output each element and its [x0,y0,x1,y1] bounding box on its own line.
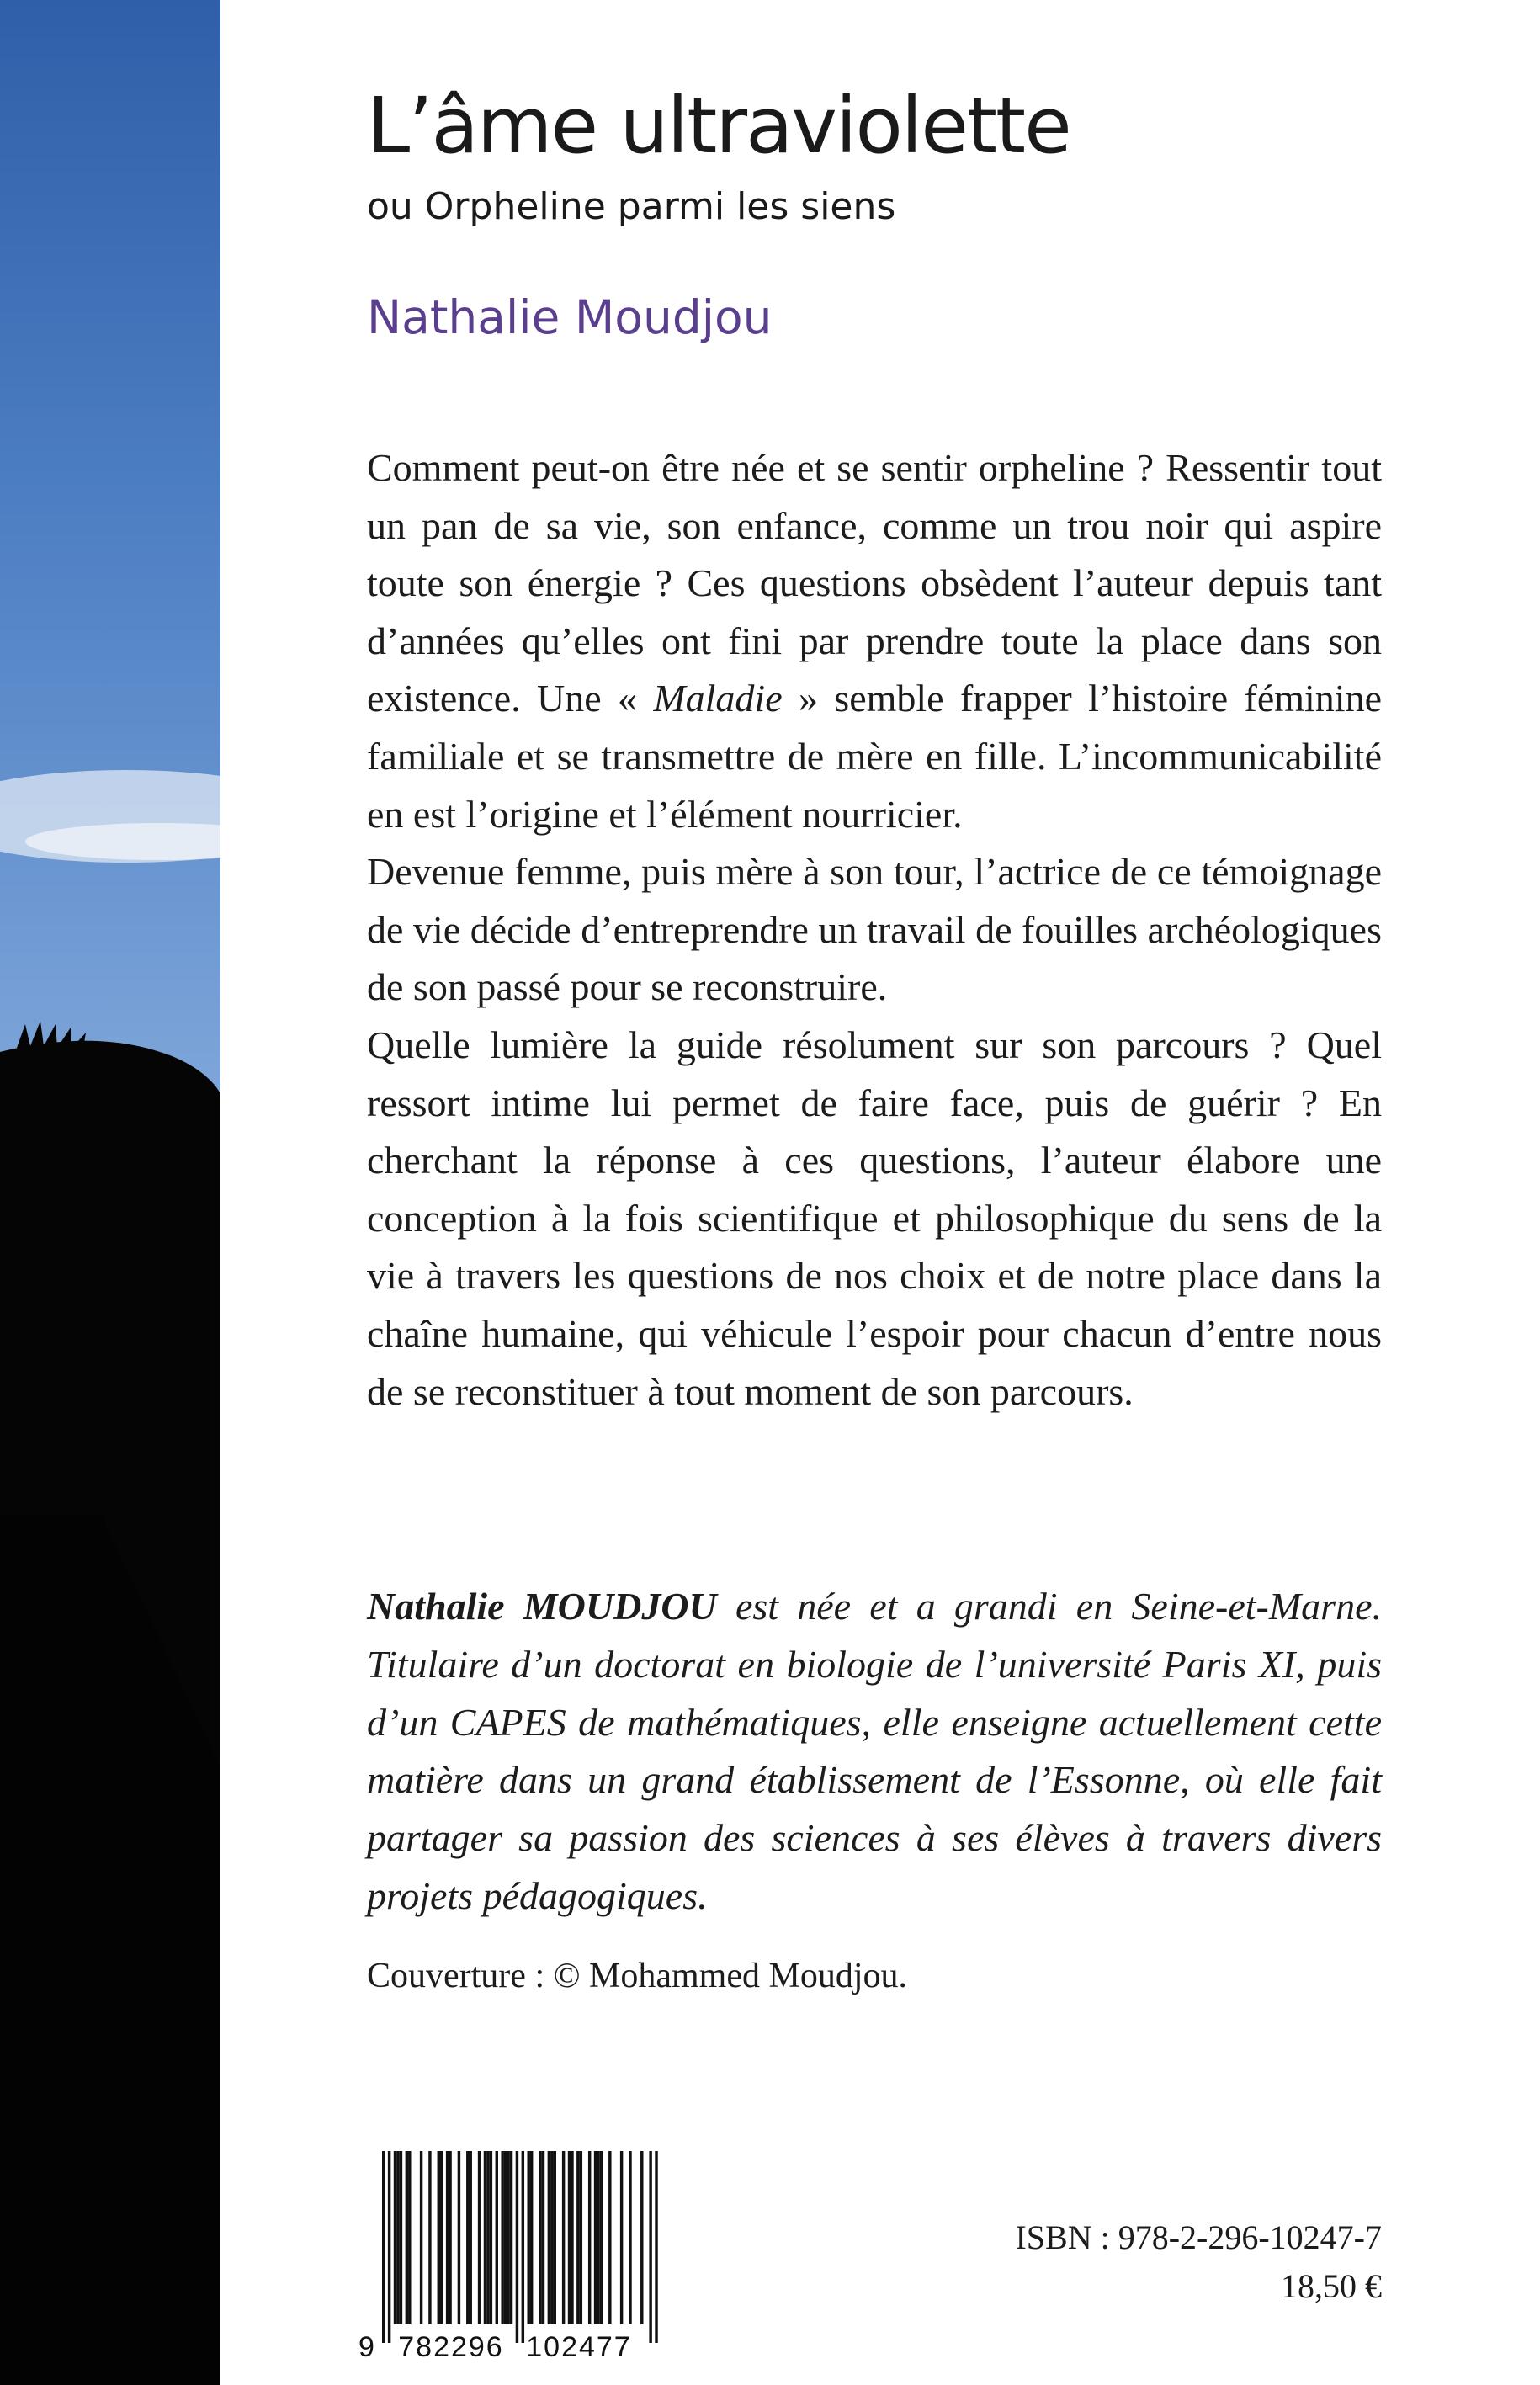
barcode-bar [620,2151,623,2324]
barcode-bar [554,2151,556,2324]
author-bio [367,1578,1382,1926]
barcode-bar [420,2151,422,2324]
barcode-bar [496,2151,498,2324]
barcode-bar [528,2151,530,2324]
barcode-bar [408,2151,411,2324]
barcode-bar [406,2151,408,2324]
barcode-bar [484,2151,486,2324]
summary-paragraph: Quelle lumière la guide résolument sur son parcours ? Quel ressort intime lui permet de faire face, puis de guérir ? En cherchant la réponse à ces questions, l’auteur élabore une conception à la fois scientifique et philosophique du sens de la vie à travers les questions de nos choix et de notre place dans la chaîne humaine, qui véhicule l’espoir pour chacun d’entre nous de se reconstituer à tout moment de son parcours. [367,1023,1382,1413]
barcode-lead-digit: 9 [358,2331,374,2363]
barcode-bar [516,2151,518,2343]
barcode-bar [594,2151,597,2324]
cover-credit: Couverture : © Mohammed Moudjou. [367,1957,907,1995]
barcode-bar [522,2151,524,2343]
barcode-bar [400,2151,402,2324]
barcode-bar [470,2151,472,2324]
barcode-bar [568,2151,571,2324]
barcode-bar [507,2151,509,2324]
barcode-bar [458,2151,460,2324]
barcode-bars [382,2151,658,2343]
isbn-barcode [352,2151,680,2363]
book-title: L’âme ultraviolette [367,81,1070,171]
barcode-bar [501,2151,503,2324]
bio-author-name: Nathalie MOUDJOU [367,1585,717,1628]
barcode-bar [438,2151,440,2324]
barcode-bar [396,2151,399,2324]
barcode-left-digits: 782296 [398,2331,504,2363]
barcode-bar [486,2151,489,2324]
summary-paragraph: Comment peut-on être née et se sentir orpheline ? Ressentir tout un pan de sa vie, son enfance, comme un trou noir qui aspire toute son énergie ? Ces questions obsèdent l’auteur depuis tant d’années qu’elles ont fini par prendre toute la place dans son existence. Une « Maladie » semble frapper l’histoire féminine familiale et se transmettre de mère en fille. L’incommunicabilité en est l’origine et l’élément nourricier. [367,446,1382,836]
barcode-bar [542,2151,544,2324]
barcode-bar [562,2151,565,2324]
barcode-bar [388,2151,390,2343]
summary-paragraph: Devenue femme, puis mère à son tour, l’actrice de ce témoignage de vie décide d’entreprendre un travail de fouilles archéologiques de son passé pour se reconstruire. [367,850,1382,1009]
barcode-bar [550,2151,553,2324]
bio-text: est née et a grandi en Seine-et-Marne. Titulaire d’un doctorat en biologie de l’université Paris XI, puis d’un CAPES de mathématiques, elle enseigne actuellement cette matière dans un grand établissement de l’Essonne, où elle fait partager sa passion des sciences à ses élèves à travers divers projets pédagogiques. [367,1585,1382,1917]
author-name: Nathalie Moudjou [367,290,773,344]
isbn-block [1015,2213,1382,2311]
barcode-bar [588,2151,591,2324]
barcode-right-digits: 102477 [526,2331,632,2363]
barcode-bar [655,2151,657,2343]
barcode-bar [571,2151,573,2324]
barcode-bar [440,2151,443,2324]
barcode-bar [576,2151,579,2324]
barcode-bar [394,2151,396,2324]
barcode-bar [640,2151,643,2324]
barcode-bar [510,2151,512,2324]
barcode-bar [504,2151,507,2324]
barcode-bar [490,2151,492,2324]
barcode-bar [530,2151,533,2324]
book-subtitle: ou Orpheline parmi les siens [367,185,896,228]
silhouette-photo [0,0,220,2385]
barcode-bar [600,2151,603,2324]
barcode-bar [608,2151,611,2324]
barcode-bar [548,2151,550,2324]
barcode-bar [649,2151,651,2343]
barcode-bar [466,2151,469,2324]
barcode-bar [428,2151,431,2324]
barcode-bar [446,2151,449,2324]
barcode-bar [597,2151,599,2324]
barcode-bar [478,2151,481,2324]
price: 18,50 € [1281,2267,1382,2305]
barcode-bar [382,2151,385,2343]
barcode-bar [580,2151,582,2324]
barcode-bar [629,2151,631,2324]
barcode-bar [449,2151,451,2324]
back-cover-summary [367,439,1382,1421]
cover-photo-strip [0,0,220,2385]
barcode-bar [539,2151,541,2324]
isbn-number: ISBN : 978-2-296-10247-7 [1015,2218,1382,2256]
